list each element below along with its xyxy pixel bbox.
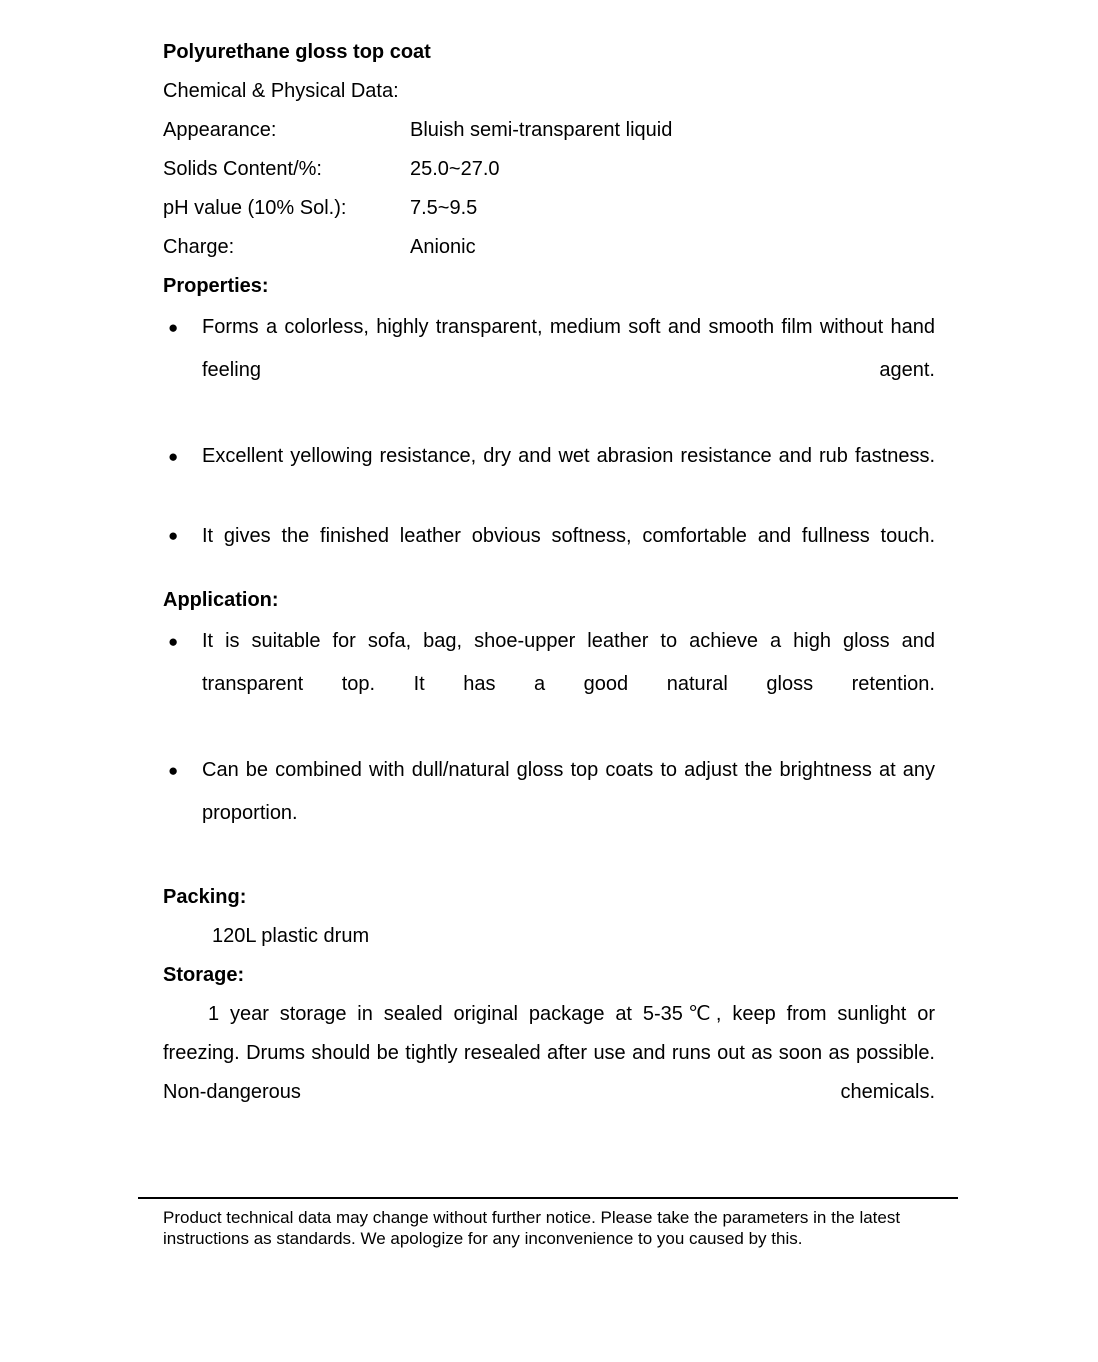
spec-label-charge: Charge: <box>163 236 235 258</box>
packing-value: 120L plastic drum <box>212 925 370 947</box>
bullet-icon: ● <box>168 447 179 466</box>
spec-value-charge: Anionic <box>410 236 476 258</box>
list-item-text: It gives the finished leather obvious softness, comfortable and fullness touch. <box>202 525 935 547</box>
document-body <box>163 33 935 1151</box>
application-list <box>163 620 935 878</box>
list-item <box>163 435 935 521</box>
spec-label-solids-content: Solids Content/%: <box>163 158 322 180</box>
list-item-text: Can be combined with dull/natural gloss top coats to adjust the brightness at any proportion. <box>202 759 935 824</box>
list-item-text: Excellent yellowing resistance, dry and wet abrasion resistance and rub fastness. <box>202 445 935 467</box>
table-row <box>163 228 843 267</box>
table-row <box>163 150 843 189</box>
application-heading: Application: <box>163 589 279 611</box>
list-item-text: Forms a colorless, highly transparent, medium soft and smooth film without hand feeling agent. <box>202 316 935 381</box>
table-row <box>163 189 843 228</box>
spec-value-ph-value: 7.5~9.5 <box>410 197 478 219</box>
spec-table <box>163 111 843 267</box>
page-footer <box>138 1197 958 1249</box>
spec-value-appearance: Bluish semi-transparent liquid <box>410 119 673 141</box>
list-item <box>163 620 935 749</box>
spec-label-ph-value: pH value (10% Sol.): <box>163 197 347 219</box>
chemical-physical-data-heading: Chemical & Physical Data: <box>163 80 399 102</box>
list-item <box>163 749 935 878</box>
properties-list <box>163 306 935 581</box>
spec-value-solids-content: 25.0~27.0 <box>410 158 500 180</box>
storage-heading: Storage: <box>163 964 245 986</box>
page-title: Polyurethane gloss top coat <box>163 41 431 63</box>
bullet-icon: ● <box>168 526 179 545</box>
spec-label-appearance: Appearance: <box>163 119 277 141</box>
list-item <box>163 306 935 435</box>
table-row <box>163 111 843 150</box>
packing-heading: Packing: <box>163 886 247 908</box>
bullet-icon: ● <box>168 318 179 337</box>
storage-text: 1 year storage in sealed original package at 5-35℃, keep from sunlight or freezing. Drums should be tightly resealed after use and runs out as soon as possible. Non-dangerous chemicals. <box>163 1003 935 1103</box>
bullet-icon: ● <box>168 761 179 780</box>
bullet-icon: ● <box>168 632 179 651</box>
footer-disclaimer: Product technical data may change without further notice. Please take the parameters in the latest instructions as standards. We apologize for any inconvenience to you caused by this. <box>163 1208 901 1248</box>
list-item <box>163 521 935 581</box>
properties-heading: Properties: <box>163 275 269 297</box>
list-item-text: It is suitable for sofa, bag, shoe-upper leather to achieve a high gloss and transparent top. It has a good natural gloss retention. <box>202 630 935 695</box>
